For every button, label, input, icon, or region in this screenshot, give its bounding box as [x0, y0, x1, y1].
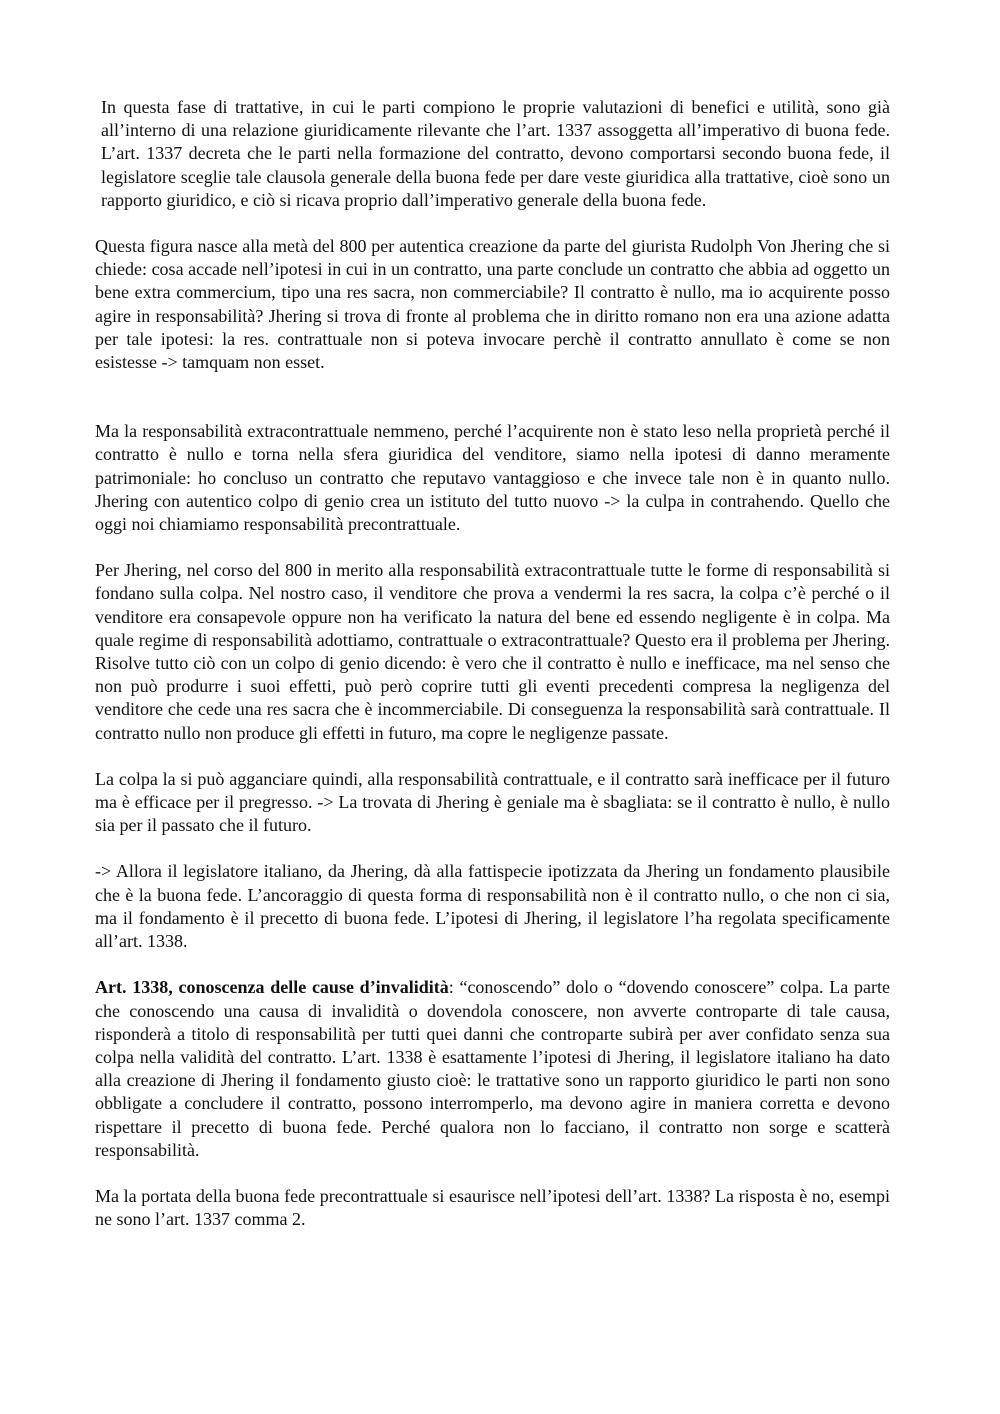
paragraph-spacer	[95, 374, 890, 420]
article-heading: Art. 1338, conoscenza delle cause d’invalidità	[95, 977, 449, 998]
paragraph-art-1338	[95, 976, 890, 1162]
paragraph-trattative: In questa fase di trattative, in cui le parti compiono le proprie valutazioni di benefici e utilità, sono già all’interno di una relazione giuridicamente rilevante che l’art. 1337 assoggetta all’imperativo di buona fede. L’art. 1337 decreta che le parti nella formazione del contratto, devono comportarsi secondo buona fede, il legislatore sceglie tale clausola generale della buona fede per dare veste giuridica alla trattative, cioè sono un rapporto giuridico, e ciò si ricava proprio dall’imperativo generale della buona fede.	[101, 97, 890, 210]
paragraph-spacer	[95, 837, 890, 860]
paragraph-spacer	[95, 212, 890, 235]
paragraph-contractual-liability: La colpa la si può agganciare quindi, alla responsabilità contrattuale, e il contratto sarà inefficace per il futuro ma è efficace per il pregresso. -> La trovata di Jhering è geniale ma è sbagliata: se il contratto è nullo, è nullo sia per il passato che il futuro.	[95, 768, 890, 836]
paragraph-spacer	[95, 536, 890, 559]
document-body	[95, 96, 890, 1231]
paragraph-spacer	[95, 1162, 890, 1185]
article-body: : “conoscendo” dolo o “dovendo conoscere” colpa. La parte che conoscendo una causa di invalidità o dovendola conoscere, non avverte controparte di tale causa, risponderà a titolo di responsabilità per tutti quei danni che controparte subirà per aver confidato senza sua colpa nella validità del contratto. L’art. 1338 è esattamente l’ipotesi di Jhering, il legislatore italiano ha dato alla creazione di Jhering il fondamento giusto cioè: le trattative sono un rapporto giuridico le parti non sono obbligate a concludere il contratto, possono interromperlo, ma devono agire in maniera corretta e devono rispettare il precetto di buona fede. Perché qualora non lo facciano, il contratto non sorge e scatterà responsabilità.	[95, 977, 890, 1160]
paragraph-colpa: Per Jhering, nel corso del 800 in merito alla responsabilità extracontrattuale tutte le forme di responsabilità si fondano sulla colpa. Nel nostro caso, il venditore che prova a vendermi la res sacra, la colpa c’è perché o il venditore era consapevole oppure non ha verificato la natura del bene ed essendo negligente è in colpa. Ma quale regime di responsabilità adottiamo, contrattuale o extracontrattuale? Questo era il problema per Jhering. Risolve tutto ciò con un colpo di genio dicendo: è vero che il contratto è nullo e inefficace, ma nel senso che non può produrre i suoi effetti, può però coprire tutti gli eventi precedenti compresa la negligenza del venditore che cede una res sacra che è incommerciabile. Di conseguenza la responsabilità sarà contrattuale. Il contratto nullo non produce gli effetti in futuro, ma copre le negligenze passate.	[95, 560, 890, 743]
paragraph-conclusion: Ma la portata della buona fede precontrattuale si esaurisce nell’ipotesi dell’art. 1338? La risposta è no, esempi ne sono l’art. 1337 comma 2.	[95, 1185, 890, 1230]
paragraph-spacer	[95, 745, 890, 768]
paragraph-spacer	[95, 953, 890, 976]
paragraph-jhering-origin: Questa figura nasce alla metà del 800 per autentica creazione da parte del giurista Rudolph Von Jhering che si chiede: cosa accade nell’ipotesi in cui in un contratto, una parte conclude un contratto che abbia ad oggetto un bene extra commercium, tipo una res sacra, non commerciabile? Il contratto è nullo, ma io acquirente posso agire in responsabilità? Jhering si trova di fronte al problema che in diritto romano non era una azione adatta per tale ipotesi: la res. contrattuale non si poteva invocare perchè il contratto annullato è come se non esistesse -> tamquam non esset.	[95, 236, 890, 373]
paragraph-extracontractual: Ma la responsabilità extracontrattuale nemmeno, perché l’acquirente non è stato leso nella proprietà perché il contratto è nullo e torna nella sfera giuridica del venditore, siamo nella ipotesi di danno meramente patrimoniale: ho concluso un contratto che reputavo vantaggioso e che invece tale non è in quanto nullo. Jhering con autentico colpo di genio crea un istituto del tutto nuovo -> la culpa in contrahendo. Quello che oggi noi chiamiamo responsabilità precontrattuale.	[95, 421, 890, 535]
paragraph-legislator: -> Allora il legislatore italiano, da Jhering, dà alla fattispecie ipotizzata da Jhering un fondamento plausibile che è la buona fede. L’ancoraggio di questa forma di responsabilità non è il contratto nullo, o che non ci sia, ma il fondamento è il precetto di buona fede. L’ipotesi di Jhering, il legislatore l’ha regolata specificamente all’art. 1338.	[95, 861, 890, 952]
